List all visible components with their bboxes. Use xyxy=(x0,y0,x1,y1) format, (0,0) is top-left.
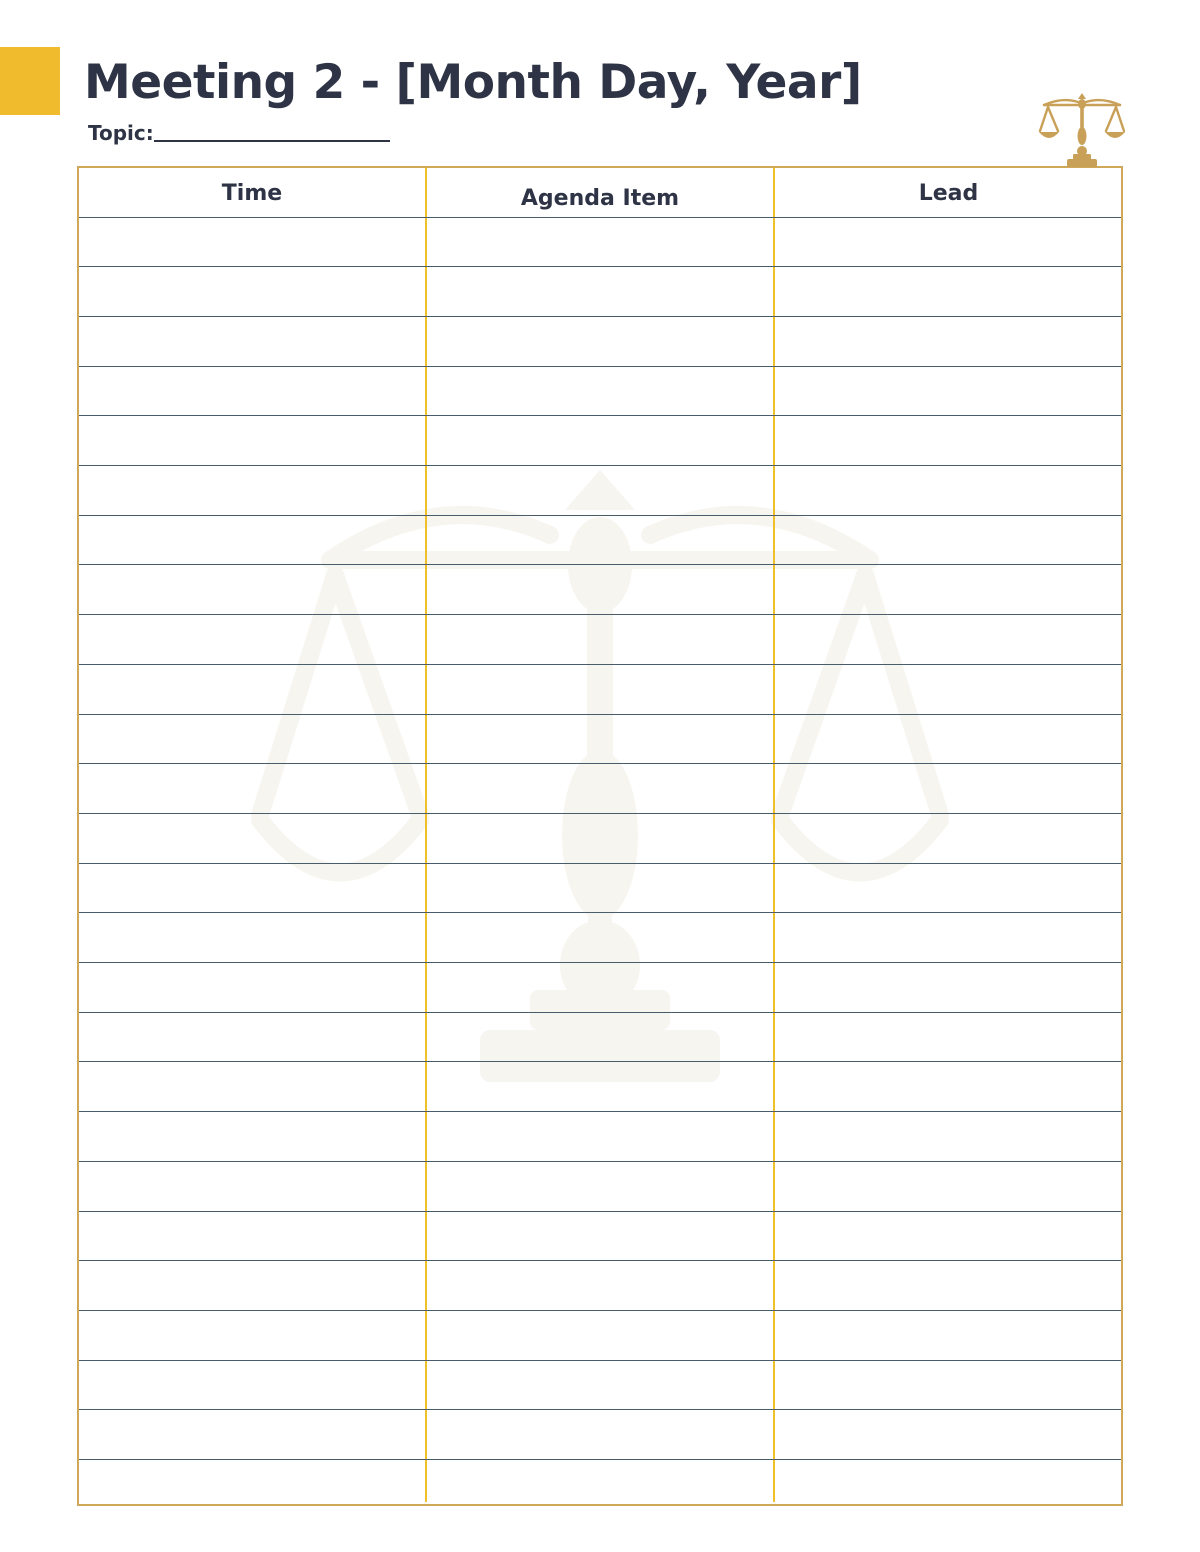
table-row xyxy=(79,614,1121,615)
table-row xyxy=(79,217,1121,218)
table-row xyxy=(79,813,1121,814)
column-header-agenda-item: Agenda Item xyxy=(520,186,680,211)
scales-of-justice-icon xyxy=(1036,93,1128,168)
table-row xyxy=(79,763,1121,764)
table-row xyxy=(79,714,1121,715)
table-row xyxy=(79,515,1121,516)
table-row xyxy=(79,664,1121,665)
page-title: Meeting 2 - [Month Day, Year] xyxy=(84,55,862,110)
table-row xyxy=(79,366,1121,367)
column-divider xyxy=(425,168,427,1502)
column-header-lead: Lead xyxy=(918,181,979,206)
table-row xyxy=(79,1360,1121,1361)
table-row xyxy=(79,1061,1121,1062)
table-row xyxy=(79,564,1121,565)
table-row xyxy=(79,1211,1121,1212)
table-row xyxy=(79,1012,1121,1013)
table-row xyxy=(79,1409,1121,1410)
table-row xyxy=(79,1260,1121,1261)
table-row xyxy=(79,465,1121,466)
table-row xyxy=(79,266,1121,267)
topic-label: Topic: xyxy=(88,121,154,145)
table-row xyxy=(79,1161,1121,1162)
topic-field xyxy=(88,118,390,146)
agenda-table xyxy=(77,166,1123,1506)
table-row xyxy=(79,316,1121,317)
column-header-time: Time xyxy=(221,181,283,206)
accent-block xyxy=(0,47,60,115)
topic-underline[interactable] xyxy=(154,140,390,142)
table-row xyxy=(79,1310,1121,1311)
table-row xyxy=(79,1459,1121,1460)
column-divider xyxy=(773,168,775,1502)
table-row xyxy=(79,912,1121,913)
table-row xyxy=(79,1111,1121,1112)
table-row xyxy=(79,415,1121,416)
table-row xyxy=(79,863,1121,864)
table-row xyxy=(79,962,1121,963)
